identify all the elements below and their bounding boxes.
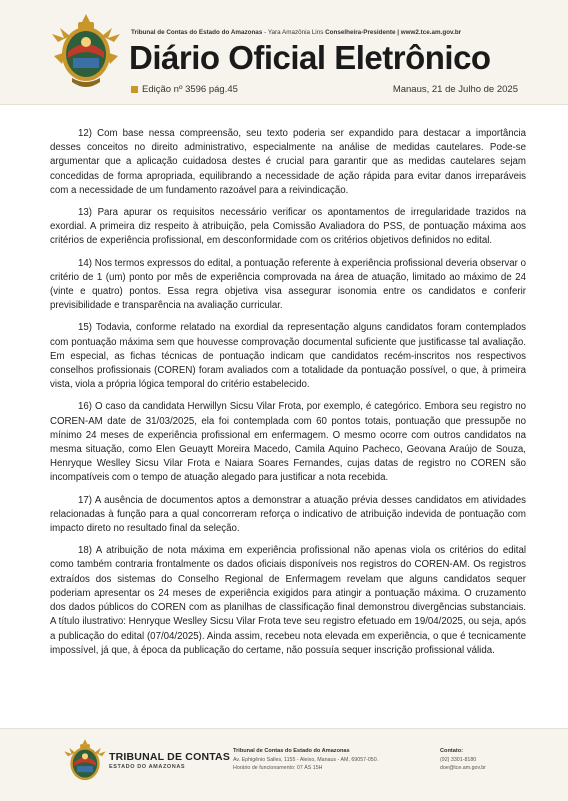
topline-separator: -: [262, 29, 268, 36]
paragraph-12: 12) Com base nessa compreensão, seu texto poderia ser expandido para destacar a importância desses conceitos no direito administrativo, especialmente na análise de medidas cautelares. Pode-se argumentar que a aplicação cuidadosa destes é crucial para garantir que as medidas cautelares sejam concedidas de forma apropriada, equilibrando a necessidade de ação rápida para evitar danos irreparáveis com a necessidade de um fundamento razoável para a reivindicação.: [50, 128, 526, 196]
publication-date: Manaus, 21 de Julho de 2025: [392, 84, 518, 95]
footer-contact-heading: Contato:: [440, 748, 463, 754]
institution-name: Tribunal de Contas do Estado do Amazonas: [131, 29, 263, 36]
coat-of-arms-logo: [50, 12, 122, 94]
footer-address: [233, 747, 378, 773]
footer-brand: [109, 751, 230, 770]
footer-brand-subtitle: ESTADO DO AMAZONAS: [109, 764, 186, 770]
paragraph-13: 13) Para apurar os requisitos necessário verificar os apontamentos de irregularidade trazidos na exordial. A primeira diz respeito à atribuição, pela Comissão Avaliadora do PSS, de pontuação máxima aos critérios de experiência profissional, em desconformidade com os critérios objetivos definidos no edital.: [50, 207, 526, 247]
edition-info: [131, 84, 238, 95]
site-url: | www2.tce.am.gov.br: [395, 29, 462, 36]
paragraph-14: 14) Nos termos expressos do edital, a pontuação referente à experiência profissional deveria observar o critério de 1 (um) ponto por mês de experiência comprovada na área de atuação, limitado ao máximo de 24 (vinte e quatro) pontos. Essa regra objetiva visa assegurar isonomia entre os candidatos e conferir previsibilidade e transparência na avaliação curricular.: [50, 257, 526, 312]
footer-hours: Horário de funcionamento: 07 ÀS 15H: [233, 765, 323, 771]
paragraph-16: 16) O caso da candidata Herwillyn Sicsu Vilar Frota, por exemplo, é categórico. Embora seu registro no COREN-AM date de 31/03/2025, ela foi contemplada com 60 pontos totais, pontuação que pressupõe no mínimo 24 meses de experiência profissional em enfermagem. O mesmo ocorre com outros candidatos na mesma situação, como Elen Geuaytt Moreira Macedo, Camila Aquino Pacheco, Geovana Araújo de Souza, Henryque Weslley Sicsu Vilar Frota e Naiara Soares Fernandes, cujas datas de registro no COREN são incompatíveis com o tempo de atuação alegado para justificar a nota recebida.: [50, 401, 526, 484]
footer-contact: [440, 747, 486, 773]
page-title: Diário Oficial Eletrônico: [129, 39, 491, 76]
square-bullet-icon: [131, 86, 138, 93]
edition-label: Edição nº 3596 pág.45: [142, 84, 238, 95]
footer-address-heading: Tribunal de Contas do Estado do Amazonas: [233, 748, 350, 754]
header: [0, 0, 568, 105]
footer-brand-title: TRIBUNAL DE CONTAS: [109, 751, 231, 763]
paragraph-17: 17) A ausência de documentos aptos a demonstrar a atuação prévia desses candidatos em atividades relacionadas à função para a qual concorreram reforça o indicativo de atribuição indevida de pontuação com impacto direto no resultado final da seleção.: [50, 494, 526, 535]
footer-phone: (92) 3301-8180: [440, 756, 477, 763]
footer-email: doe@tce.am.gov.br: [440, 765, 486, 771]
paragraph-15: 15) Todavia, conforme relatado na exordial da representação alguns candidatos foram contemplados com pontuação máxima sem que houvesse comprovação documental suficiente que justificasse tal avaliação. Em especial, as fichas técnicas de pontuação indicam que candidatos recém-inscritos nos respectivos conselhos profissionais (COREN) foram avaliados com a totalidade da pontuação possível, o que, à primeira vista, viola a própria lógica temporal do critério estabelecido.: [50, 322, 526, 391]
president-name: Yara Amazônia Lins: [267, 29, 324, 36]
footer-address-line: Av. Ephigênio Salles, 1155 - Aleixo, Manaus - AM, 69057-050.: [233, 756, 379, 763]
footer: [0, 728, 568, 801]
paragraph-18: 18) A atribuição de nota máxima em experiência profissional não apenas viola os critérios do edital como também contraria frontalmente os dados oficiais disponíveis nos registros do COREN-AM. Os registros extraídos dos sistemas do Conselho Regional de Enfermagem revelam que alguns candidatos sequer poderiam apresentar os 24 meses de experiência exigidos para atingir a pontuação máxima. O cruzamento dos dados públicos do COREN com as planilhas de classificação final demonstrou divergências substanciais. A título ilustrativo: Henryque Weslley Sicsu Vilar Frota teve seu registro efetuado em 19/04/2025, ou seja, após a publicação do edital (07/04/2025). Ainda assim, recebeu nota elevada em experiência, o que é tecnicamente impossível, já que, à época da publicação do certame, não possuía sequer inscrição profissional válida.: [50, 545, 526, 656]
president-role: Conselheira-Presidente: [325, 29, 396, 36]
header-topline: [131, 29, 521, 36]
document-body: [50, 127, 526, 666]
coat-of-arms-logo-small: [63, 738, 107, 788]
